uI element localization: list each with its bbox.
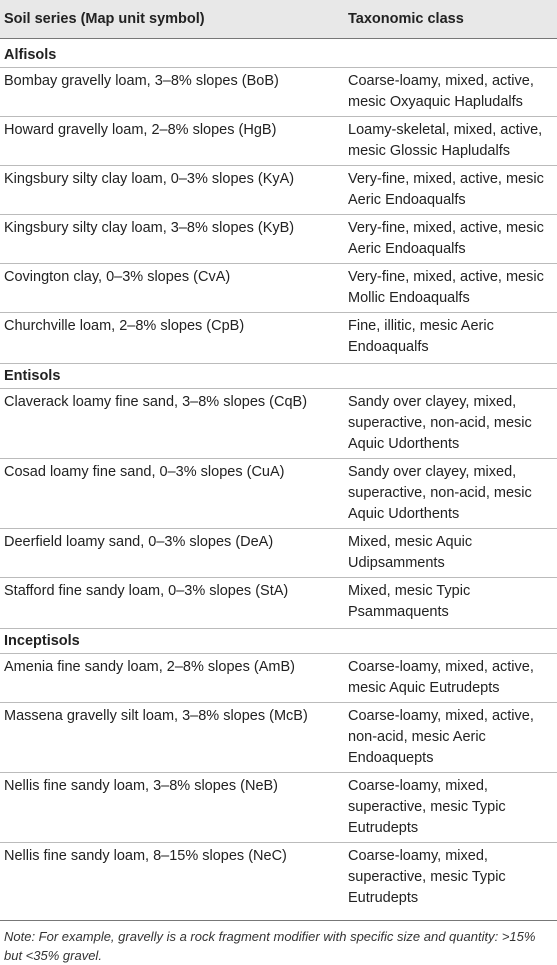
soil-series-cell: Deerfield loamy sand, 0–3% slopes (DeA) bbox=[4, 534, 274, 550]
table-header bbox=[0, 0, 557, 39]
table-row bbox=[0, 165, 557, 214]
soil-series-cell: Churchville loam, 2–8% slopes (CpB) bbox=[4, 318, 245, 334]
soil-series-cell: Massena gravelly silt loam, 3–8% slopes (McB) bbox=[4, 708, 308, 724]
table-note: Note: For example, gravelly is a rock fragment modifier with specific size and quantity: >15% but <35% gravel. bbox=[0, 920, 557, 965]
taxonomic-class-cell: Very-fine, mixed, active, mesic Aeric Endoaqualfs bbox=[348, 220, 544, 257]
soil-series-cell: Nellis fine sandy loam, 3–8% slopes (NeB) bbox=[4, 778, 279, 794]
soil-series-cell: Kingsbury silty clay loam, 3–8% slopes (KyB) bbox=[4, 220, 295, 236]
taxonomic-class-cell: Mixed, mesic Typic Psammaquents bbox=[348, 583, 471, 620]
table-row bbox=[0, 388, 557, 458]
taxonomic-class-cell: Coarse-loamy, mixed, active, non-acid, mesic Aeric Endoaquepts bbox=[348, 708, 534, 766]
group-heading: Entisols bbox=[0, 363, 557, 388]
taxonomic-class-cell: Coarse-loamy, mixed, superactive, mesic Typic Eutrudepts bbox=[348, 778, 506, 836]
table-row bbox=[0, 528, 557, 577]
taxonomic-class-cell: Sandy over clayey, mixed, superactive, non-acid, mesic Aquic Udorthents bbox=[348, 394, 532, 452]
header-taxonomic-class: Taxonomic class bbox=[348, 11, 464, 27]
table-row bbox=[0, 842, 557, 912]
table-row bbox=[0, 116, 557, 165]
taxonomic-class-cell: Very-fine, mixed, active, mesic Mollic Endoaqualfs bbox=[348, 269, 544, 306]
header-soil-series: Soil series (Map unit symbol) bbox=[4, 11, 205, 27]
table-row bbox=[0, 67, 557, 116]
taxonomic-class-cell: Fine, illitic, mesic Aeric Endoaqualfs bbox=[348, 318, 494, 355]
soil-series-cell: Kingsbury silty clay loam, 0–3% slopes (KyA) bbox=[4, 171, 295, 187]
soil-series-cell: Howard gravelly loam, 2–8% slopes (HgB) bbox=[4, 122, 277, 138]
group-heading: Inceptisols bbox=[0, 628, 557, 653]
soil-series-cell: Covington clay, 0–3% slopes (CvA) bbox=[4, 269, 231, 285]
taxonomic-class-cell: Very-fine, mixed, active, mesic Aeric Endoaqualfs bbox=[348, 171, 544, 208]
soil-series-cell: Cosad loamy fine sand, 0–3% slopes (CuA) bbox=[4, 464, 285, 480]
table-row bbox=[0, 263, 557, 312]
table-row bbox=[0, 772, 557, 842]
table-row bbox=[0, 214, 557, 263]
table-row bbox=[0, 312, 557, 361]
table-body bbox=[0, 43, 557, 912]
taxonomic-class-cell: Mixed, mesic Aquic Udipsamments bbox=[348, 534, 473, 571]
group-heading: Alfisols bbox=[4, 47, 57, 63]
taxonomic-class-cell: Coarse-loamy, mixed, superactive, mesic Typic Eutrudepts bbox=[348, 848, 506, 906]
table-row bbox=[0, 653, 557, 702]
taxonomic-class-cell: Coarse-loamy, mixed, active, mesic Aquic Eutrudepts bbox=[348, 659, 534, 696]
soil-series-cell: Amenia fine sandy loam, 2–8% slopes (AmB) bbox=[4, 659, 295, 675]
taxonomic-class-cell: Sandy over clayey, mixed, superactive, non-acid, mesic Aquic Udorthents bbox=[348, 464, 532, 522]
table-row bbox=[0, 458, 557, 528]
soil-series-cell: Bombay gravelly loam, 3–8% slopes (BoB) bbox=[4, 73, 279, 89]
soil-series-cell: Stafford fine sandy loam, 0–3% slopes (StA) bbox=[4, 583, 289, 599]
soil-series-cell: Claverack loamy fine sand, 3–8% slopes (CqB) bbox=[4, 394, 308, 410]
taxonomic-class-cell: Loamy-skeletal, mixed, active, mesic Glossic Hapludalfs bbox=[348, 122, 543, 159]
table-row bbox=[0, 702, 557, 772]
soil-series-cell: Nellis fine sandy loam, 8–15% slopes (NeC) bbox=[4, 848, 287, 864]
table-row bbox=[0, 577, 557, 626]
taxonomic-class-cell: Coarse-loamy, mixed, active, mesic Oxyaquic Hapludalfs bbox=[348, 73, 534, 110]
